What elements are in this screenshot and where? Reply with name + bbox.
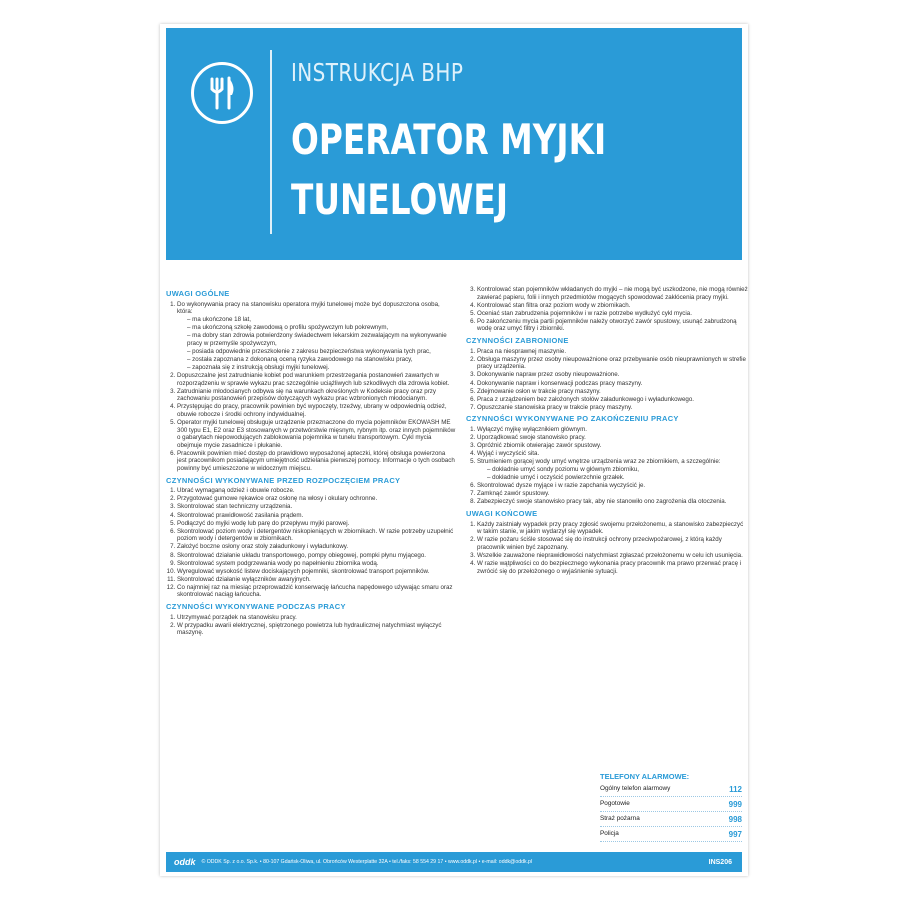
- general-item-1-intro: Do wykonywania pracy na stanowisku operatora myjki tunelowej może być dopuszczona osoba, która:: [177, 300, 440, 316]
- list-item: 3. Wszelkie zauważone nieprawidłowości natychmiast zgłaszać przełożonemu w celu ich usunięcia.: [477, 552, 748, 560]
- list-item: 6. Pracownik powinien mieć dostęp do prawidłowo wyposażonej apteczki, której obsługa powierzona jest pracownikom posiadającym umiejętność udzielania pierwszej pomocy. Informacje o tych osobach powinny być umieszczone w widocznym miejscu.: [177, 450, 456, 473]
- list-item: 2. Uporządkować swoje stanowisko pracy.: [477, 434, 748, 442]
- sub-item: – została zapoznana z dokonaną oceną ryzyka zawodowego na stanowisku pracy,: [187, 356, 456, 364]
- list-item: [177, 301, 456, 372]
- sub-item: – dokładnie umyć sondy poziomu w głównym zbiorniku,: [487, 466, 748, 474]
- sub-item: – ma ukończone 18 lat,: [187, 316, 456, 324]
- phone-number: 997: [728, 830, 742, 839]
- phone-row: [600, 814, 742, 827]
- right-column: [466, 286, 748, 576]
- list-item: 1. Wyłączyć myjkę wyłącznikiem głównym.: [477, 426, 748, 434]
- instruction-sheet: [160, 24, 748, 876]
- after-list: [466, 426, 748, 506]
- phone-row: [600, 799, 742, 812]
- after-sublist: [477, 466, 748, 482]
- list-item: [477, 458, 748, 481]
- list-item: 3. Skontrolować stan techniczny urządzenia.: [177, 503, 456, 511]
- phone-row: [600, 829, 742, 842]
- list-item: 2. Przygotować gumowe rękawice oraz osłonę na włosy i okulary ochronne.: [177, 495, 456, 503]
- general-list: [166, 301, 456, 473]
- list-item: 9. Skontrolować system podgrzewania wody po napełnieniu zbiornika wodą.: [177, 560, 456, 568]
- list-item: 4. Wyjąć i wyczyścić sita.: [477, 450, 748, 458]
- phone-number: 998: [728, 815, 742, 824]
- section-title-during: CZYNNOŚCI WYKONYWANE PODCZAS PRACY: [166, 602, 346, 612]
- header-divider: [270, 50, 272, 234]
- list-item: 6. Po zakończeniu mycia partii pojemników należy otworzyć zawór spustowy, usunąć zabrudzoną wodę oraz umyć filtry i zbiorniki.: [477, 318, 748, 333]
- final-list: [466, 521, 748, 576]
- section-title-forbidden: CZYNNOŚCI ZABRONIONE: [466, 336, 569, 346]
- list-item: 1. Praca na niesprawnej maszynie.: [477, 348, 748, 356]
- list-item: 12. Co najmniej raz na miesiąc przeprowadzić konserwację łańcucha napędowego używając smaru oraz skontrolować naciąg łańcucha.: [177, 584, 456, 599]
- list-item: 6. Skontrolować poziom wody i detergentów niskopieniących w zbiornikach. W razie potrzeby uzupełnić poziom wody i detergentów w zbiornikach.: [177, 528, 456, 543]
- sub-item: – ma ukończoną szkołę zawodową o profilu spożywczym lub pokrewnym,: [187, 324, 456, 332]
- list-item: 3. Opróżnić zbiornik otwierając zawór spustowy.: [477, 442, 748, 450]
- page-title: [291, 110, 606, 230]
- phone-label: Ogólny telefon alarmowy: [600, 785, 671, 792]
- list-item: 7. Założyć boczne osłony oraz stoły załadunkowy i wyładunkowy.: [177, 543, 456, 551]
- title-line-2: TUNELOWEJ: [291, 175, 509, 224]
- section-title-before: CZYNNOŚCI WYKONYWANE PRZED ROZPOCZĘCIEM PRACY: [166, 475, 401, 485]
- list-item: 6. Skontrolować dysze myjące i w razie zapchania wyczyścić je.: [477, 482, 748, 490]
- fork-knife-icon-graphic: [194, 65, 250, 121]
- list-item: 7. Zamknąć zawór spustowy.: [477, 490, 748, 498]
- before-list: [166, 487, 456, 599]
- list-item: 5. Operator myjki tunelowej obsługuje urządzenie przeznaczone do mycia pojemników EKOWASH ME 300 typu E1, E2 oraz E3 stosowanych w przetwórstwie mięsnym, rybnym itp. oraz innych pojemników o gabarytach niepowodujących zablokowania pojemnika w tunelu transportowym. Cykl mycia obejmuje mycie zasadnicze i płukanie.: [177, 419, 456, 449]
- sub-item: – ma dobry stan zdrowia potwierdzony świadectwem lekarskim zezwalającym na wykonywanie pracy w przemyśle spożywczym,: [187, 332, 456, 347]
- section-title-final: UWAGI KOŃCOWE: [466, 508, 538, 518]
- left-column: [166, 286, 456, 637]
- phones-title: TELEFONY ALARMOWE:: [600, 772, 690, 781]
- phone-number: 112: [729, 785, 742, 794]
- list-item: 4. Skontrolować prawidłowość zasilania prądem.: [177, 512, 456, 520]
- list-item: 3. Dokonywanie napraw przez osoby nieupoważnione.: [477, 371, 748, 379]
- sub-item: – posiada odpowiednie przeszkolenie z zakresu bezpieczeństwa wykonywania tych prac,: [187, 348, 456, 356]
- list-item: 2. Obsługa maszyny przez osoby nieupoważnione oraz przebywanie osób nieuprawnionych w strefie pracy urządzenia.: [477, 356, 748, 371]
- phone-label: Pogotowie: [600, 800, 630, 807]
- list-item: 10. Wyregulować wysokość listew dociskających pojemniki, skontrolować transport pojemników.: [177, 568, 456, 576]
- list-item: 1. Każdy zaistniały wypadek przy pracy zgłosić swojemu przełożonemu, a stanowisko zabezpieczyć w takim stanie, w jakim wydarzył się wypadek.: [477, 521, 748, 536]
- list-item: 3. Zatrudnianie młodocianych odbywa się na warunkach określonych w Kodeksie pracy oraz przy zachowaniu postanowień przepisów dotyczących wykazu prac wzbronionych młodocianym.: [177, 388, 456, 403]
- forbidden-list: [466, 348, 748, 412]
- list-item: 6. Praca z urządzeniem bez założonych stołów załadunkowego i wyładunkowego.: [477, 396, 748, 404]
- footer-bar: [166, 852, 742, 872]
- list-item: 7. Opuszczanie stanowiska pracy w trakcie pracy maszyny.: [477, 404, 748, 412]
- title-line-1: OPERATOR MYJKI: [291, 115, 607, 164]
- sub-item: – dokładnie umyć i oczyścić powierzchnie grzałek.: [487, 474, 748, 482]
- header-banner: [166, 28, 742, 260]
- phone-number: 999: [728, 800, 742, 809]
- list-item: 11. Skontrolować działanie wyłączników awaryjnych.: [177, 576, 456, 584]
- list-item: 2. Dopuszczalne jest zatrudnianie kobiet pod warunkiem przestrzegania postanowień zawartych w rozporządzeniu w sprawie wykazu prac szczególnie uciążliwych lub szkodliwych dla zdrowia kobiet.: [177, 372, 456, 387]
- list-item: 8. Zabezpieczyć swoje stanowisko pracy tak, aby nie stanowiło ono zagrożenia dla otoczenia.: [477, 498, 748, 506]
- list-item: 4. W razie wątpliwości co do bezpiecznego wykonania pracy pracownik ma prawo przerwać pracę i zwrócić się do przełożonego o wyjaśnienie sytuacji.: [477, 560, 748, 575]
- during-list-a: [166, 614, 456, 637]
- during-list-b: [466, 286, 748, 333]
- header-kicker: INSTRUKCJA BHP: [291, 58, 464, 87]
- footer-text: © ODDK Sp. z o.o. Sp.k. • 80-107 Gdańsk-Oliwa, ul. Obrońców Westerplatte 32A • tel./faks: 58 554 29 17 • www.oddk.pl • e-mail: oddk@oddk.pl: [201, 859, 533, 865]
- phone-label: Policja: [600, 830, 619, 837]
- list-item: 1. Utrzymywać porządek na stanowisku pracy.: [177, 614, 456, 622]
- sub-item: – zapoznała się z instrukcją obsługi myjki tunelowej.: [187, 364, 456, 372]
- list-item: 1. Ubrać wymaganą odzież i obuwie robocze.: [177, 487, 456, 495]
- general-sublist: [177, 316, 456, 372]
- list-item: 2. W razie pożaru ściśle stosować się do instrukcji ochrony przeciwpożarowej, z którą każdy pracownik winien być zapoznany.: [477, 536, 748, 551]
- footer-brand-logo: oddk: [174, 857, 196, 867]
- list-item: 8. Skontrolować działanie układu transportowego, pompy obiegowej, pompki płynu myjącego.: [177, 552, 456, 560]
- list-item: 4. Dokonywanie napraw i konserwacji podczas pracy maszyny.: [477, 380, 748, 388]
- after-item-5-intro: Strumieniem gorącej wody umyć wnętrze urządzenia wraz ze zbiornikiem, a szczególnie:: [477, 458, 721, 466]
- list-item: 5. Oceniać stan zabrudzenia pojemników i w razie potrzebe wydłużyć cykl mycia.: [477, 310, 748, 318]
- list-item: 4. Przystępując do pracy, pracownik powinien być wypoczęty, trzeźwy, ubrany w odpowiednią odzież, obuwie robocze i środki ochrony indywidualnej.: [177, 403, 456, 418]
- phone-row: [600, 784, 742, 797]
- phone-label: Straż pożarna: [600, 815, 640, 822]
- fork-knife-icon: [191, 62, 253, 124]
- section-title-general: UWAGI OGÓLNE: [166, 289, 230, 298]
- section-title-after: CZYNNOŚCI WYKONYWANE PO ZAKOŃCZENIU PRACY: [466, 414, 679, 424]
- list-item: 5. Zdejmowanie osłon w trakcie pracy maszyny.: [477, 388, 748, 396]
- list-item: 5. Podłączyć do myjki wodę lub parę do przepływu myjki parowej.: [177, 520, 456, 528]
- list-item: 4. Kontrolować stan filtra oraz poziom wody w zbiornikach.: [477, 302, 748, 310]
- list-item: 3. Kontrolować stan pojemników wkładanych do myjki – nie mogą być uszkodzone, nie mogą również zawierać papieru, folii i innych przedmiotów mogących spowodować zakłócenia pracy myjki.: [477, 286, 748, 301]
- document-code: INS206: [708, 858, 732, 866]
- list-item: 2. W przypadku awarii elektrycznej, spiętrzonego powietrza lub hydraulicznej natychmiast wyłączyć maszynę.: [177, 622, 456, 637]
- emergency-phones: [600, 772, 742, 844]
